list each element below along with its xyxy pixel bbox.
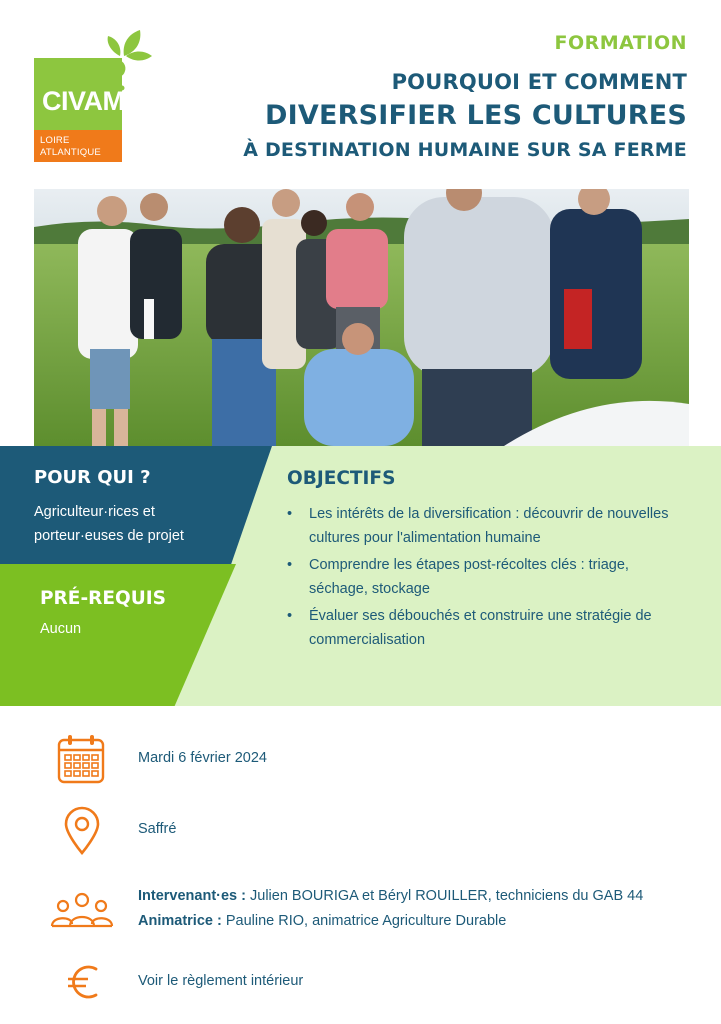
title-line-1: POURQUOI ET COMMENT xyxy=(391,70,687,94)
objectifs-list xyxy=(287,502,677,655)
prerequis-text: Aucun xyxy=(40,621,82,637)
pour-qui-text: Agriculteur·rices et porteur·euses de projet xyxy=(34,504,184,544)
intervenants-label: Intervenant·es : xyxy=(138,888,246,904)
objectifs-title: OBJECTIFS xyxy=(287,468,396,489)
formation-label: FORMATION xyxy=(554,32,687,54)
intervenants-value: Julien BOURIGA et Béryl ROUILLER, techniciens du GAB 44 xyxy=(250,888,644,904)
animatrice-label: Animatrice : xyxy=(138,913,222,929)
animatrice-line xyxy=(138,913,506,929)
date-text: Mardi 6 février 2024 xyxy=(138,750,267,766)
pour-qui-title: POUR QUI ? xyxy=(34,467,151,488)
logo-name: CIVAM xyxy=(42,86,125,116)
people-icon xyxy=(50,892,114,928)
objectif-item: • Comprendre les étapes post-récoltes clés : triage, séchage, stockage xyxy=(287,553,677,601)
title-line-3: À DESTINATION HUMAINE SUR SA FERME xyxy=(243,139,687,161)
objectif-item: • Évaluer ses débouchés et construire une stratégie de commercialisation xyxy=(287,604,677,652)
logo-sub-line2: ATLANTIQUE xyxy=(40,147,101,158)
animatrice-value: Pauline RIO, animatrice Agriculture Durable xyxy=(225,913,507,929)
logo-sub-line1: LOIRE xyxy=(40,135,70,146)
intervenants-line xyxy=(138,888,643,904)
price-text: Voir le règlement intérieur xyxy=(138,973,304,989)
place-text: Saffré xyxy=(138,821,177,837)
civam-logo xyxy=(32,26,150,164)
euro-icon xyxy=(66,963,100,1001)
location-pin-icon xyxy=(62,806,102,856)
objectif-item: • Les intérêts de la diversification : découvrir de nouvelles cultures pour l'alimentation humaine xyxy=(287,502,677,550)
group-in-field-photo xyxy=(34,189,689,446)
calendar-icon xyxy=(56,733,106,785)
prerequis-title: PRÉ-REQUIS xyxy=(40,588,166,609)
title-line-2: DIVERSIFIER LES CULTURES xyxy=(265,100,687,131)
